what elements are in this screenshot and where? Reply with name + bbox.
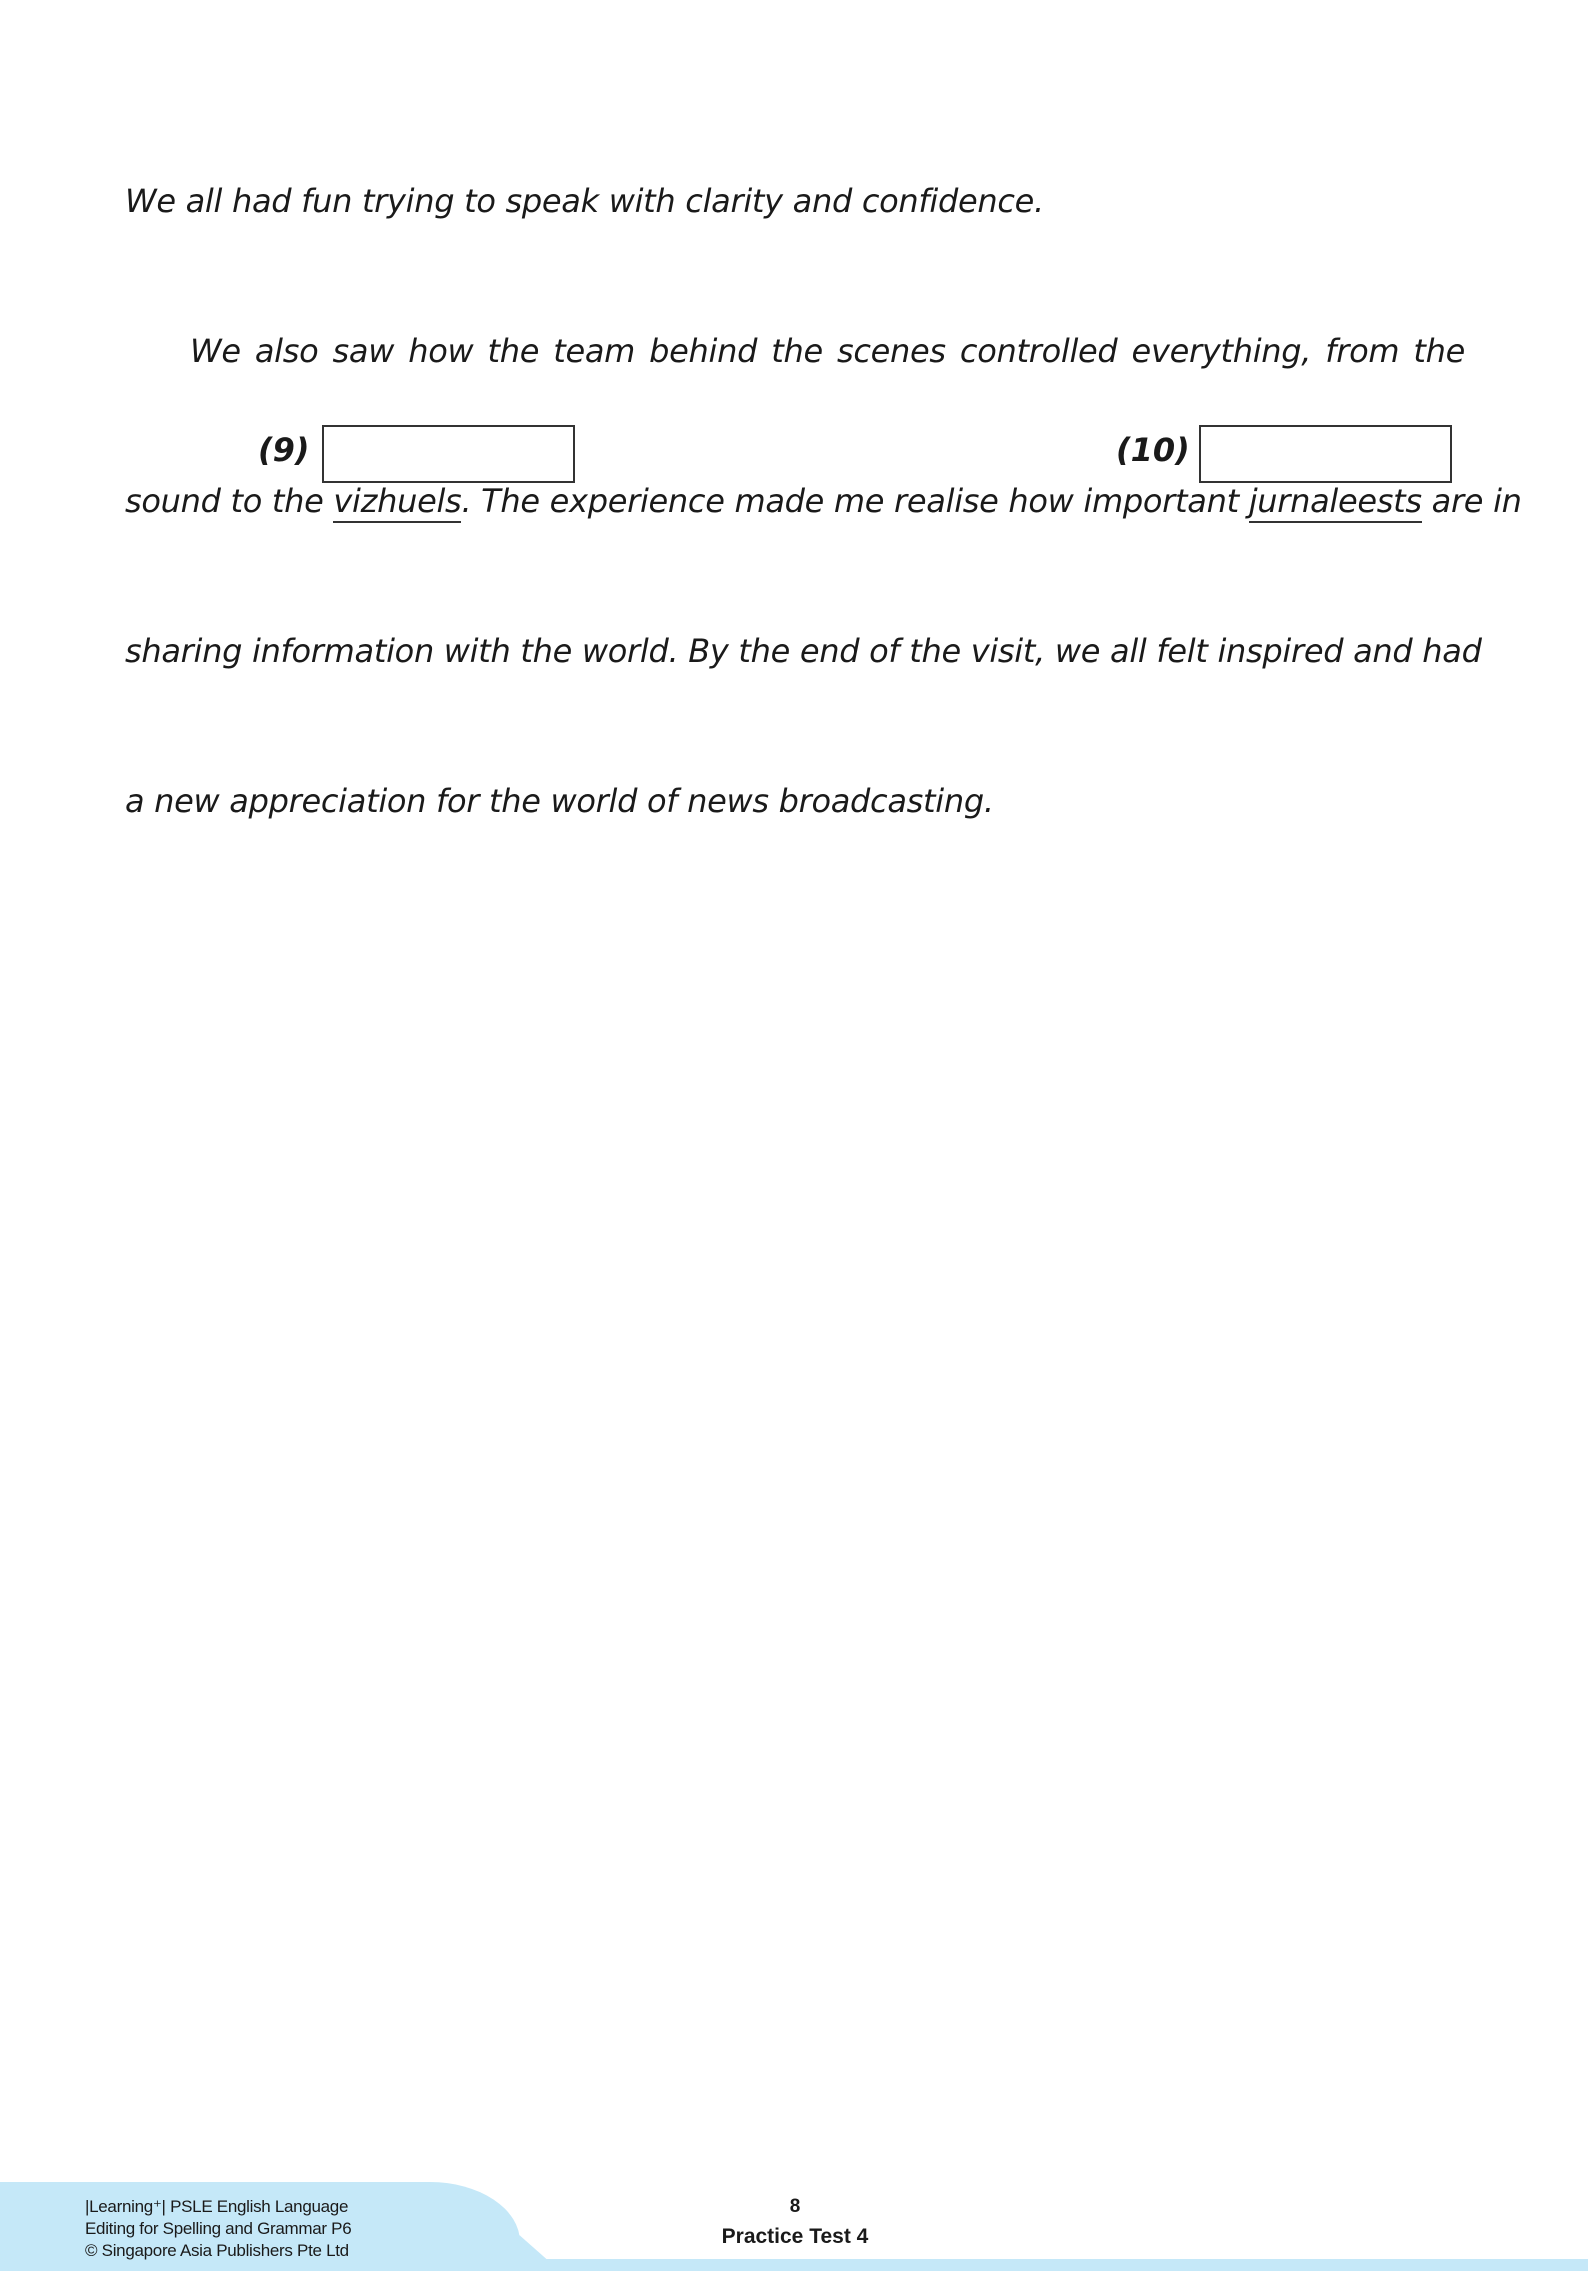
question-10-label: (10) bbox=[1116, 431, 1190, 469]
passage-line-3-middle: . The experience made me realise how important bbox=[461, 482, 1249, 520]
question-9-label: (9) bbox=[258, 431, 310, 469]
footer-copyright: © Singapore Asia Publishers Pte Ltd bbox=[85, 2241, 349, 2260]
passage-line-2: We also saw how the team behind the scenes controlled everything, from the bbox=[190, 332, 1465, 370]
footer-book-subtitle: Editing for Spelling and Grammar P6 bbox=[85, 2219, 352, 2238]
page-number: 8 bbox=[789, 2196, 801, 2217]
question-9-answer-box[interactable] bbox=[322, 425, 575, 483]
error-word-10: jurnaleests bbox=[1249, 485, 1422, 523]
passage-line-3-start: sound to the bbox=[125, 482, 334, 520]
error-word-9: vizhuels bbox=[333, 485, 461, 523]
footer-book-info bbox=[85, 2196, 351, 2262]
passage-line-4: sharing information with the world. By the end of the visit, we all felt inspired and had bbox=[125, 632, 1482, 670]
passage-line-3 bbox=[125, 482, 1522, 523]
passage-line-5: a new appreciation for the world of news broadcasting. bbox=[125, 782, 994, 820]
question-10-answer-box[interactable] bbox=[1199, 425, 1452, 483]
passage-line-1: We all had fun trying to speak with clarity and confidence. bbox=[125, 182, 1044, 220]
section-label: Practice Test 4 bbox=[721, 2225, 869, 2248]
passage-line-3-end: are in bbox=[1421, 482, 1522, 520]
footer-book-title: |Learning⁺| PSLE English Language bbox=[85, 2197, 349, 2216]
